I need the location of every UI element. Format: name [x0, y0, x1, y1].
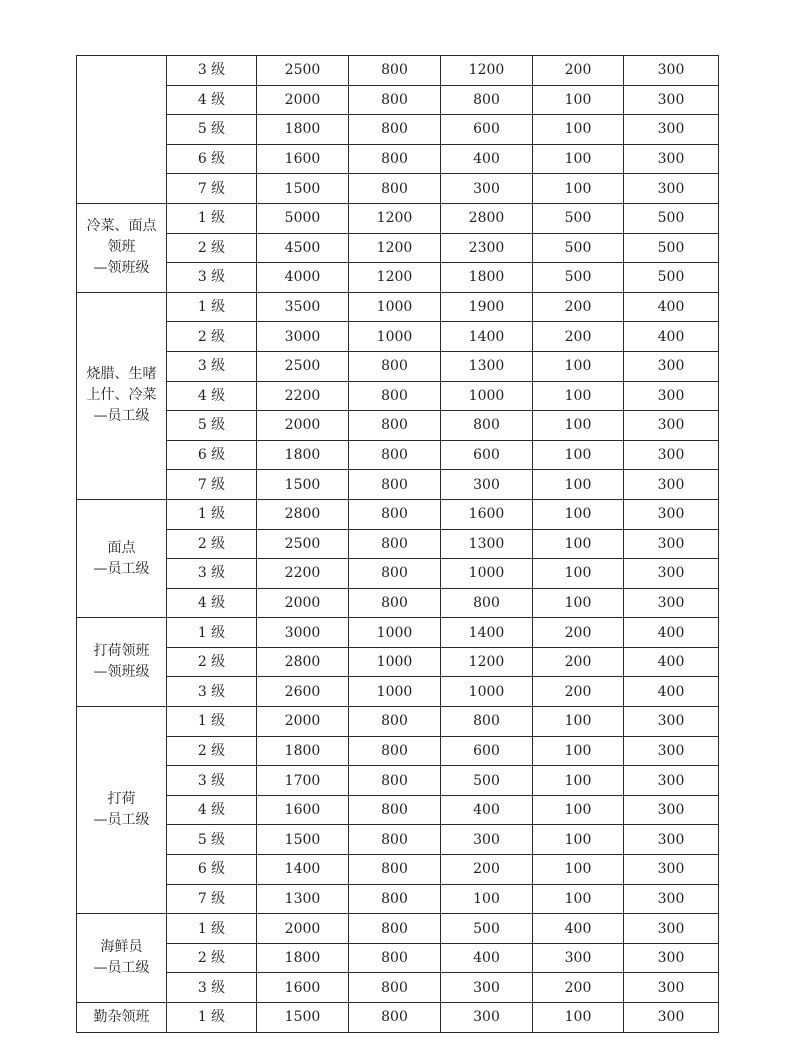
amount-cell-5: 300 [624, 914, 719, 944]
amount-cell-5: 300 [624, 825, 719, 855]
amount-cell-2: 1200 [349, 233, 441, 263]
amount-cell-1: 2000 [257, 914, 349, 944]
amount-cell-3: 500 [441, 766, 533, 796]
amount-cell-2: 800 [349, 973, 441, 1003]
amount-cell-2: 800 [349, 795, 441, 825]
grade-cell: 6 级 [167, 855, 257, 885]
amount-cell-1: 1500 [257, 1003, 349, 1033]
amount-cell-1: 2200 [257, 381, 349, 411]
amount-cell-5: 400 [624, 292, 719, 322]
category-label-line: —领班级 [93, 260, 150, 277]
amount-cell-3: 600 [441, 440, 533, 470]
grade-cell: 3 级 [167, 351, 257, 381]
amount-cell-2: 1000 [349, 322, 441, 352]
table-row [77, 263, 719, 293]
amount-cell-4: 200 [533, 322, 624, 352]
amount-cell-2: 800 [349, 411, 441, 441]
grade-cell: 3 级 [167, 559, 257, 589]
amount-cell-2: 1000 [349, 292, 441, 322]
amount-cell-4: 100 [533, 529, 624, 559]
amount-cell-4: 200 [533, 292, 624, 322]
table-row [77, 677, 719, 707]
amount-cell-5: 300 [624, 351, 719, 381]
amount-cell-1: 2800 [257, 499, 349, 529]
grade-cell: 4 级 [167, 85, 257, 115]
amount-cell-2: 1000 [349, 618, 441, 648]
amount-cell-3: 1000 [441, 381, 533, 411]
amount-cell-1: 5000 [257, 203, 349, 233]
category-cell [77, 618, 167, 707]
category-cell [77, 1003, 167, 1033]
amount-cell-4: 100 [533, 381, 624, 411]
table-row [77, 647, 719, 677]
amount-cell-1: 1500 [257, 174, 349, 204]
amount-cell-4: 100 [533, 174, 624, 204]
amount-cell-3: 800 [441, 588, 533, 618]
table-row [77, 855, 719, 885]
amount-cell-3: 100 [441, 884, 533, 914]
category-cell [77, 203, 167, 292]
category-cell [77, 707, 167, 914]
amount-cell-5: 300 [624, 766, 719, 796]
amount-cell-4: 200 [533, 647, 624, 677]
amount-cell-4: 100 [533, 85, 624, 115]
table-row [77, 381, 719, 411]
amount-cell-1: 1600 [257, 973, 349, 1003]
table-row [77, 736, 719, 766]
amount-cell-1: 2600 [257, 677, 349, 707]
grade-cell: 1 级 [167, 707, 257, 737]
amount-cell-4: 100 [533, 559, 624, 589]
table-row [77, 351, 719, 381]
category-cell [77, 56, 167, 204]
amount-cell-1: 1400 [257, 855, 349, 885]
salary-grade-table [76, 55, 719, 1033]
amount-cell-1: 4000 [257, 263, 349, 293]
grade-cell: 4 级 [167, 588, 257, 618]
category-label-line: 冷菜、面点 [86, 218, 157, 235]
amount-cell-4: 100 [533, 766, 624, 796]
amount-cell-4: 100 [533, 351, 624, 381]
amount-cell-5: 400 [624, 322, 719, 352]
grade-cell: 4 级 [167, 381, 257, 411]
amount-cell-4: 100 [533, 470, 624, 500]
amount-cell-2: 800 [349, 440, 441, 470]
amount-cell-5: 500 [624, 233, 719, 263]
table-row [77, 85, 719, 115]
amount-cell-3: 1000 [441, 559, 533, 589]
table-row [77, 588, 719, 618]
table-row [77, 884, 719, 914]
amount-cell-5: 300 [624, 855, 719, 885]
amount-cell-2: 800 [349, 943, 441, 973]
amount-cell-1: 2500 [257, 351, 349, 381]
amount-cell-4: 100 [533, 588, 624, 618]
amount-cell-1: 2000 [257, 411, 349, 441]
table-row [77, 499, 719, 529]
table-row [77, 115, 719, 145]
grade-cell: 1 级 [167, 1003, 257, 1033]
amount-cell-4: 100 [533, 884, 624, 914]
table-row [77, 914, 719, 944]
amount-cell-4: 500 [533, 203, 624, 233]
grade-cell: 1 级 [167, 292, 257, 322]
amount-cell-5: 300 [624, 707, 719, 737]
table-row [77, 707, 719, 737]
amount-cell-5: 300 [624, 115, 719, 145]
amount-cell-3: 400 [441, 943, 533, 973]
amount-cell-3: 300 [441, 470, 533, 500]
amount-cell-5: 300 [624, 973, 719, 1003]
amount-cell-2: 800 [349, 559, 441, 589]
table-row [77, 174, 719, 204]
amount-cell-2: 800 [349, 766, 441, 796]
table-row [77, 322, 719, 352]
grade-cell: 3 级 [167, 766, 257, 796]
amount-cell-2: 800 [349, 855, 441, 885]
amount-cell-3: 400 [441, 144, 533, 174]
amount-cell-3: 1200 [441, 56, 533, 86]
category-label-line: 海鲜员 [100, 939, 143, 956]
amount-cell-2: 800 [349, 1003, 441, 1033]
amount-cell-4: 100 [533, 440, 624, 470]
amount-cell-3: 600 [441, 115, 533, 145]
category-label-line: —员工级 [93, 560, 150, 577]
amount-cell-3: 800 [441, 411, 533, 441]
amount-cell-1: 2200 [257, 559, 349, 589]
amount-cell-1: 2500 [257, 56, 349, 86]
amount-cell-5: 500 [624, 203, 719, 233]
amount-cell-3: 300 [441, 973, 533, 1003]
category-label-line: 打荷领班 [93, 643, 150, 660]
category-label-line: 领班 [107, 239, 136, 256]
grade-cell: 7 级 [167, 174, 257, 204]
amount-cell-2: 1000 [349, 647, 441, 677]
amount-cell-2: 800 [349, 85, 441, 115]
amount-cell-5: 300 [624, 144, 719, 174]
amount-cell-2: 800 [349, 351, 441, 381]
table-row [77, 825, 719, 855]
category-cell [77, 914, 167, 1003]
table-row [77, 440, 719, 470]
amount-cell-4: 100 [533, 115, 624, 145]
amount-cell-3: 600 [441, 736, 533, 766]
amount-cell-2: 800 [349, 529, 441, 559]
amount-cell-3: 800 [441, 707, 533, 737]
table-row [77, 618, 719, 648]
amount-cell-4: 100 [533, 144, 624, 174]
category-label-line: 勤杂领班 [93, 1008, 150, 1025]
amount-cell-4: 500 [533, 263, 624, 293]
amount-cell-1: 1300 [257, 884, 349, 914]
table-row [77, 56, 719, 86]
amount-cell-5: 500 [624, 263, 719, 293]
amount-cell-1: 4500 [257, 233, 349, 263]
amount-cell-3: 300 [441, 1003, 533, 1033]
category-label-line: 烧腊、生啫 [86, 366, 157, 383]
grade-cell: 3 级 [167, 677, 257, 707]
amount-cell-2: 800 [349, 825, 441, 855]
amount-cell-3: 300 [441, 825, 533, 855]
grade-cell: 3 级 [167, 263, 257, 293]
amount-cell-1: 3500 [257, 292, 349, 322]
amount-cell-5: 400 [624, 647, 719, 677]
category-cell [77, 292, 167, 499]
category-label-line: 打荷 [107, 791, 136, 808]
grade-cell: 6 级 [167, 144, 257, 174]
amount-cell-3: 300 [441, 174, 533, 204]
grade-cell: 2 级 [167, 736, 257, 766]
grade-cell: 1 级 [167, 914, 257, 944]
grade-cell: 7 级 [167, 884, 257, 914]
grade-cell: 2 级 [167, 529, 257, 559]
table-row [77, 203, 719, 233]
amount-cell-2: 800 [349, 56, 441, 86]
category-label-line: —员工级 [93, 408, 150, 425]
table-row [77, 943, 719, 973]
amount-cell-4: 200 [533, 618, 624, 648]
amount-cell-3: 2800 [441, 203, 533, 233]
amount-cell-5: 300 [624, 85, 719, 115]
amount-cell-5: 300 [624, 470, 719, 500]
amount-cell-5: 300 [624, 884, 719, 914]
amount-cell-5: 400 [624, 618, 719, 648]
table-row [77, 470, 719, 500]
table-row [77, 973, 719, 1003]
table-body [77, 56, 719, 1033]
table-row [77, 529, 719, 559]
amount-cell-5: 300 [624, 529, 719, 559]
amount-cell-2: 800 [349, 174, 441, 204]
table-row [77, 144, 719, 174]
amount-cell-2: 800 [349, 499, 441, 529]
amount-cell-3: 1400 [441, 618, 533, 648]
category-label-line: 上什、冷菜 [86, 387, 157, 404]
amount-cell-4: 100 [533, 825, 624, 855]
amount-cell-1: 1800 [257, 115, 349, 145]
amount-cell-4: 100 [533, 707, 624, 737]
amount-cell-3: 1000 [441, 677, 533, 707]
grade-cell: 1 级 [167, 203, 257, 233]
amount-cell-5: 300 [624, 588, 719, 618]
amount-cell-4: 200 [533, 973, 624, 1003]
amount-cell-2: 1200 [349, 263, 441, 293]
category-cell [77, 499, 167, 617]
amount-cell-1: 3000 [257, 618, 349, 648]
grade-cell: 4 级 [167, 795, 257, 825]
amount-cell-3: 1200 [441, 647, 533, 677]
category-label-line: 面点 [107, 539, 136, 556]
category-label-line: —员工级 [93, 960, 150, 977]
amount-cell-5: 300 [624, 559, 719, 589]
amount-cell-4: 200 [533, 56, 624, 86]
amount-cell-1: 1800 [257, 440, 349, 470]
amount-cell-3: 400 [441, 795, 533, 825]
amount-cell-3: 200 [441, 855, 533, 885]
amount-cell-2: 800 [349, 914, 441, 944]
amount-cell-2: 800 [349, 470, 441, 500]
amount-cell-2: 800 [349, 884, 441, 914]
amount-cell-3: 1900 [441, 292, 533, 322]
amount-cell-1: 1500 [257, 470, 349, 500]
amount-cell-4: 200 [533, 677, 624, 707]
amount-cell-1: 1700 [257, 766, 349, 796]
grade-cell: 7 级 [167, 470, 257, 500]
amount-cell-1: 2500 [257, 529, 349, 559]
amount-cell-4: 400 [533, 914, 624, 944]
amount-cell-4: 300 [533, 943, 624, 973]
amount-cell-3: 500 [441, 914, 533, 944]
amount-cell-4: 100 [533, 795, 624, 825]
amount-cell-2: 800 [349, 707, 441, 737]
table-row [77, 766, 719, 796]
amount-cell-5: 300 [624, 943, 719, 973]
amount-cell-2: 800 [349, 115, 441, 145]
table-row [77, 559, 719, 589]
amount-cell-2: 800 [349, 144, 441, 174]
amount-cell-3: 1600 [441, 499, 533, 529]
amount-cell-5: 400 [624, 677, 719, 707]
amount-cell-2: 800 [349, 736, 441, 766]
grade-cell: 2 级 [167, 943, 257, 973]
amount-cell-1: 1600 [257, 144, 349, 174]
category-label-line: —领班级 [93, 664, 150, 681]
amount-cell-5: 300 [624, 174, 719, 204]
amount-cell-2: 1200 [349, 203, 441, 233]
amount-cell-3: 2300 [441, 233, 533, 263]
grade-cell: 1 级 [167, 499, 257, 529]
amount-cell-3: 800 [441, 85, 533, 115]
amount-cell-3: 1800 [441, 263, 533, 293]
amount-cell-5: 300 [624, 440, 719, 470]
amount-cell-4: 100 [533, 855, 624, 885]
amount-cell-5: 300 [624, 499, 719, 529]
amount-cell-4: 500 [533, 233, 624, 263]
grade-cell: 5 级 [167, 411, 257, 441]
amount-cell-1: 2000 [257, 707, 349, 737]
table-row [77, 292, 719, 322]
amount-cell-4: 100 [533, 411, 624, 441]
grade-cell: 2 级 [167, 322, 257, 352]
amount-cell-5: 300 [624, 56, 719, 86]
grade-cell: 2 级 [167, 647, 257, 677]
amount-cell-2: 800 [349, 588, 441, 618]
amount-cell-5: 300 [624, 1003, 719, 1033]
category-label-line: —员工级 [93, 812, 150, 829]
amount-cell-1: 1800 [257, 736, 349, 766]
table-row [77, 795, 719, 825]
table-row [77, 1003, 719, 1033]
amount-cell-5: 300 [624, 795, 719, 825]
table-row [77, 411, 719, 441]
amount-cell-1: 1600 [257, 795, 349, 825]
grade-cell: 5 级 [167, 825, 257, 855]
amount-cell-3: 1300 [441, 529, 533, 559]
table-row [77, 233, 719, 263]
amount-cell-1: 2800 [257, 647, 349, 677]
grade-cell: 3 级 [167, 973, 257, 1003]
amount-cell-2: 1000 [349, 677, 441, 707]
amount-cell-4: 100 [533, 1003, 624, 1033]
amount-cell-4: 100 [533, 736, 624, 766]
amount-cell-1: 3000 [257, 322, 349, 352]
grade-cell: 1 级 [167, 618, 257, 648]
grade-cell: 6 级 [167, 440, 257, 470]
amount-cell-2: 800 [349, 381, 441, 411]
amount-cell-3: 1400 [441, 322, 533, 352]
grade-cell: 5 级 [167, 115, 257, 145]
grade-cell: 2 级 [167, 233, 257, 263]
grade-cell: 3 级 [167, 56, 257, 86]
amount-cell-1: 2000 [257, 588, 349, 618]
amount-cell-5: 300 [624, 381, 719, 411]
amount-cell-1: 1500 [257, 825, 349, 855]
amount-cell-3: 1300 [441, 351, 533, 381]
amount-cell-1: 2000 [257, 85, 349, 115]
amount-cell-5: 300 [624, 736, 719, 766]
amount-cell-1: 1800 [257, 943, 349, 973]
amount-cell-5: 300 [624, 411, 719, 441]
amount-cell-4: 100 [533, 499, 624, 529]
